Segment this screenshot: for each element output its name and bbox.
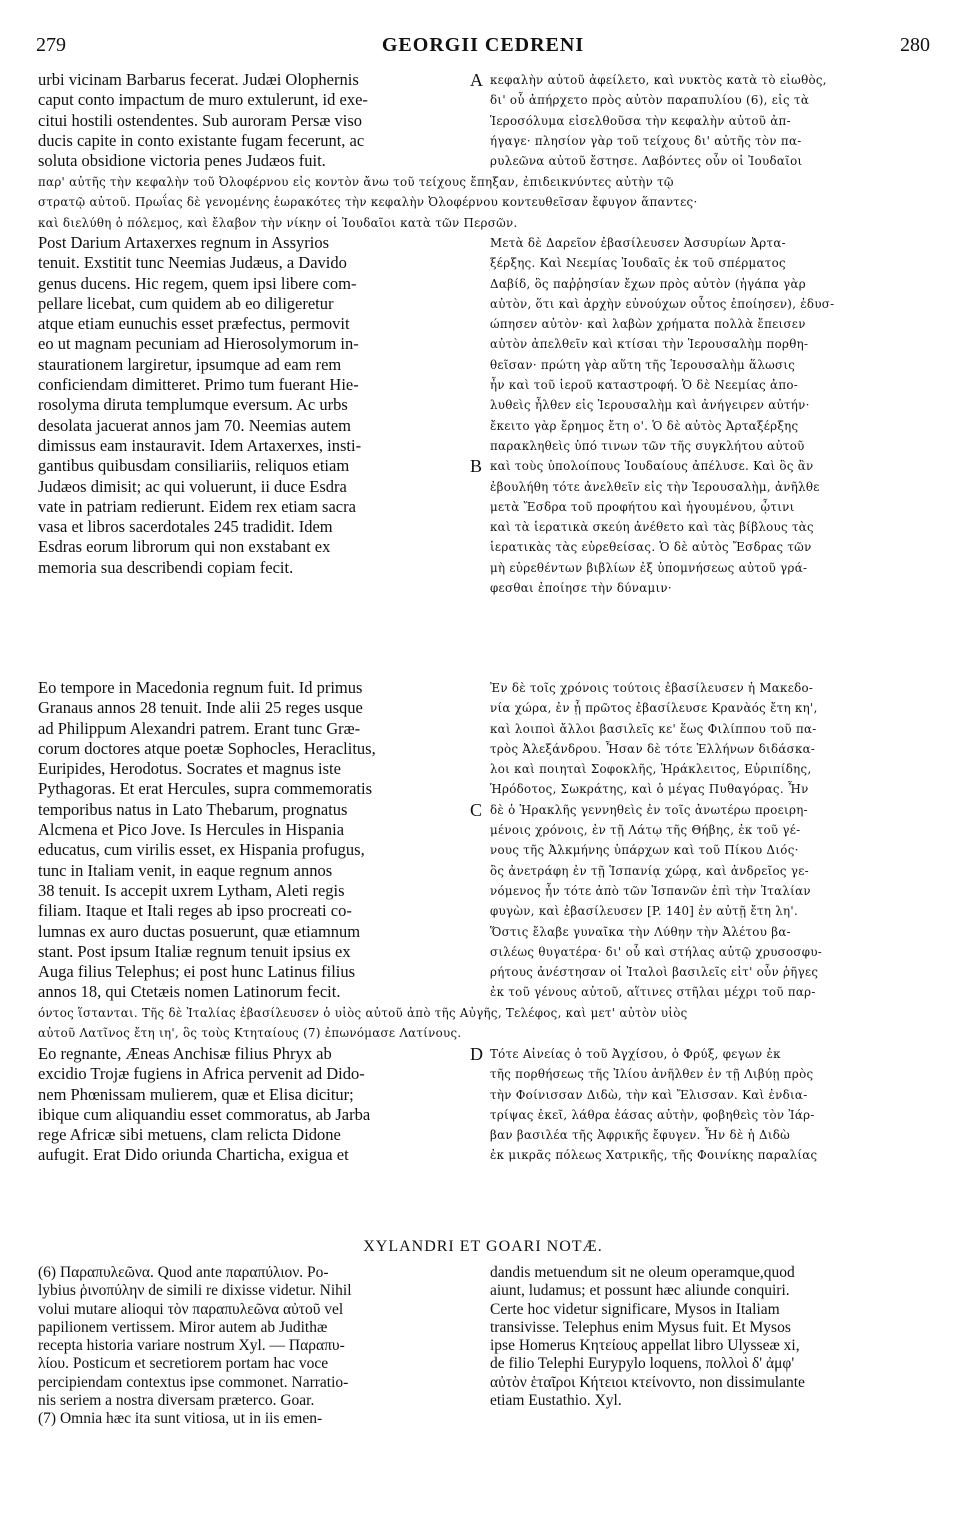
- greek-line: μετὰ Ἔσδρα τοῦ προφήτου καὶ ἡγουμένου, ᾧτινι: [490, 499, 795, 514]
- latin-line: rosolyma diruta templumque eversum. Ac urbs: [38, 395, 348, 415]
- latin-line: ducis capite in conto existante fugam fecerunt, ac: [38, 130, 365, 150]
- note-line: volui mutare alioqui τὸν παραπυλεῶνα αὐτοῦ vel: [38, 1300, 344, 1318]
- latin-line: educatus, cum virilis esset, ex Hispania profugus,: [38, 840, 365, 860]
- greek-line: τῆς πορθήσεως τῆς Ἰλίου ἀνῆλθεν ἐν τῇ Λιβύῃ πρὸς: [490, 1067, 814, 1082]
- note-line: percipiendam contextus ipse commonet. Narratio-: [38, 1373, 349, 1391]
- latin-line: pellare licebat, cum quidem ab eo diligeretur: [38, 293, 334, 313]
- latin-line: Alcmena et Pico Jove. Is Hercules in Hispania: [38, 820, 345, 840]
- latin-line: eo ut magnam pecuniam ad Hierosolymorum in-: [38, 334, 359, 354]
- greek-line: ἐκ μικρᾶς πόλεως Χατρικῆς, τῆς Φοινίκης παραλίας: [490, 1148, 818, 1163]
- greek-line: δι' οὗ ἀπήρχετο πρὸς αὐτὸν παραπυλίου (6), εἰς τὰ: [490, 93, 810, 108]
- block1-latin: [38, 70, 462, 171]
- latin-line: conficiendam dimitteret. Primo tum fuerant Hie-: [38, 375, 359, 395]
- latin-line: soluta obsidione victoria penes Judæos fuit.: [38, 151, 326, 171]
- latin-line: urbi vicinam Barbarus fecerat. Judæi Olophernis: [38, 70, 359, 89]
- latin-line: Granaus annos 28 tenuit. Inde alii 25 reges usque: [38, 698, 363, 718]
- greek-line: ώπησεν αὐτὸν· καὶ λαβὼν χρήματα πολλὰ ἔπεισεν: [490, 317, 806, 332]
- greek-line: ρήτους ἀνέστησαν οἱ Ἰταλοὶ βασιλεῖς εἰτ' οὖν ῥῆγες: [490, 965, 819, 980]
- block1-greek: [490, 70, 932, 171]
- greek-line: μένοις χρόνοις, ἐν τῇ Λάτῳ τῆς Θήβης, ἐκ τοῦ γέ-: [490, 823, 801, 838]
- greek-line: τρὸς Ἀλεξάνδρου. Ἦσαν δὲ τότε Ἑλλήνων διδάσκα-: [490, 741, 816, 756]
- note-line: αὐτὸν ἑταῖροι Κήτειοι κτείνοντο, non dissimulante: [490, 1373, 805, 1391]
- latin-line: memoria sua describendi copiam fecit.: [38, 557, 294, 577]
- note-line: lybius ῥινοπύλην de simili re dixisse videtur. Nihil: [38, 1282, 352, 1300]
- greek-line: ἱερατικὰς τὰς εὑρεθείσας. Ὁ δὲ αὐτὸς Ἔσδρας τῶν: [490, 540, 812, 555]
- note-line: nis seriem a nostra diversam præterco. Goar.: [38, 1392, 315, 1410]
- note-line: Certe hoc videtur significare, Mysos in Italiam: [490, 1300, 780, 1318]
- latin-line: aufugit. Erat Dido oriunda Charticha, exigua et: [38, 1145, 349, 1165]
- greek-line: θεῖσαν· πρώτη γὰρ αὕτη τῆς Ἱερουσαλὴμ ἅλωσις: [490, 357, 796, 372]
- greek-line: παρακληθεὶς ὑπό τινων τῶν τῆς συγκλήτου αὐτοῦ: [490, 438, 805, 453]
- block3-greek-full: [38, 1003, 932, 1044]
- greek-line: Μετὰ δὲ Δαρεῖον ἐβασίλευσεν Ἀσσυρίων Ἀρτα-: [490, 236, 786, 250]
- note-line: (7) Omnia hæc ita sunt vitiosa, ut in iis emen-: [38, 1410, 323, 1428]
- greek-line: Ὅστις ἔλαβε γυναῖκα τὴν Λύθην τὴν Ἀλέτου βα-: [490, 924, 791, 939]
- greek-line: αὐτὸν ἀπελθεῖν καὶ κτίσαι τὴν Ἱερουσαλὴμ πορθη-: [490, 337, 809, 352]
- note-line: λίου. Posticum et secretiorem portam hac voce: [38, 1355, 329, 1373]
- latin-line: caput conto impactum de muro extulerunt, id exe-: [38, 90, 368, 110]
- note-line: transivisse. Telephus enim Mysus fuit. Et Mysos: [490, 1318, 791, 1336]
- greek-line: λοι καὶ ποιηταὶ Σοφοκλῆς, Ἡράκλειτος, Εὐριπίδης,: [490, 762, 812, 777]
- block4-latin: [38, 1044, 462, 1166]
- note-line: dandis metuendum sit ne oleum operamque,quod: [490, 1264, 795, 1281]
- latin-line: Pythagoras. Et erat Hercules, supra commemoratis: [38, 779, 373, 799]
- greek-line: δὲ ὁ Ἡρακλῆς γεννηθεὶς ἐν τοῖς ἀνωτέρω προειρη-: [490, 802, 808, 817]
- latin-line: filiam. Itaque et Itali reges ab ipso procreati co-: [38, 901, 352, 921]
- block4-greek: [490, 1044, 932, 1166]
- latin-line: temporibus natus in Lato Thebarum, prognatus: [38, 799, 348, 819]
- latin-line: staurationem largiretur, ipsumque ad eam rem: [38, 354, 342, 374]
- latin-line: Auga filius Telephus; ei post hunc Latinus filius: [38, 962, 356, 982]
- latin-line: 38 tenuit. Is accepit uxrem Lytham, Aleti regis: [38, 880, 345, 900]
- latin-line: Eo regnante, Æneas Anchisæ filius Phryx ab: [38, 1044, 332, 1063]
- greek-line: καὶ τὰ ἱερατικὰ σκεύη ἀνέθετο καὶ τὰς βίβλους τὰς: [490, 520, 814, 535]
- latin-line: Esdras eorum librorum qui non exstabant ex: [38, 537, 331, 557]
- latin-line: vasa et libros sacerdotales 245 tradidit. Idem: [38, 517, 333, 537]
- left-page-number: 279: [36, 34, 66, 56]
- latin-line: ibique cum aliquandiu esset commoratus, ab Jarba: [38, 1104, 371, 1124]
- latin-line: citui hostili ostendentes. Sub auroram Persæ viso: [38, 110, 363, 130]
- latin-line: Post Darium Artaxerxes regnum in Assyrios: [38, 233, 330, 252]
- block2-latin: [38, 233, 462, 578]
- latin-line: vate in patriam redierunt. Eidem rex etiam sacra: [38, 496, 356, 516]
- latin-line: genus ducens. Hic regem, quem ipsi libere com-: [38, 273, 357, 293]
- block2-greek: [490, 233, 932, 598]
- latin-line: dimissus eam instauravit. Idem Artaxerxes, insti-: [38, 435, 362, 455]
- greek-line: όντος ἵστανται. Τῆς δὲ Ἰταλίας ἐβασίλευσεν ὁ υἱὸς αὐτοῦ ἀπὸ τῆς Αὐγῆς, Τελέφος, καὶ μετ' αὐτὸν υἱὸς: [38, 1006, 688, 1020]
- greek-line: αὐτὸν, ὅτι καὶ ἀρχὴν εὐνούχων οὗτος ἐποίησεν), ἐδυσ-: [490, 296, 835, 311]
- greek-line: κεφαλὴν αὐτοῦ ἀφείλετο, καὶ νυκτὸς κατὰ τὸ εἰωθὸς,: [490, 73, 827, 87]
- greek-line: αὐτοῦ Λατῖνος ἔτη ιη', ὃς τοὺς Κτηταίους (7) ἐπωνόμασε Λατίνους.: [38, 1026, 462, 1041]
- margin-letter-c: C: [470, 800, 483, 820]
- note-line: (6) Παραπυλεῶνα. Quod ante παραπύλιον. Po-: [38, 1264, 329, 1281]
- greek-line: ρυλεῶνα αὐτοῦ ἔστησε. Λαβόντες οὖν οἱ Ἰουδαῖοι: [490, 154, 803, 169]
- greek-line: νόμενος ἦν τότε ἀπὸ τῶν Ἱσπανῶν ἐπὶ τὴν Ἰταλίαν: [490, 883, 811, 898]
- greek-line: σιλέως θυγατέρα· δι' οὗ καὶ στήλας αὐτῷ χρυσοσφυ-: [490, 944, 823, 959]
- greek-line: φυγὼν, καὶ ἐβασίλευσεν [P. 140] ἐν αὐτῇ ἔτη λη'.: [490, 904, 798, 919]
- greek-line: παρ' αὐτῆς τὴν κεφαλὴν τοῦ Ὀλοφέρνου εἰς κοντὸν ἄνω τοῦ τείχους ἔπηξαν, ἐπιδεικνύντες αὐτὴν τῷ: [38, 175, 674, 189]
- greek-line: νία χώρα, ἐν ᾗ πρῶτος ἐβασίλευσε Κρανὰός ἔτη κη',: [490, 701, 818, 716]
- latin-line: desolata jacuerat annos jam 70. Neemias autem: [38, 415, 351, 435]
- latin-line: Euripides, Herodotus. Socrates et magnus iste: [38, 759, 341, 779]
- greek-line: νους τῆς Ἀλκμήνης ὑπάρχων καὶ τοῦ Πίκου Διός·: [490, 843, 799, 858]
- greek-line: τὴν Φοίνισσαν Διδὼ, τὴν καὶ Ἔλισσαν. Καὶ ἐνδια-: [490, 1087, 808, 1102]
- latin-line: rege Africæ sibi metuens, clam relicta Didone: [38, 1125, 341, 1145]
- greek-line: ξέρξης. Καὶ Νεεμίας Ἰουδαῖς ἐκ τοῦ σπέρματος: [490, 256, 786, 271]
- notes-left-column: [38, 1264, 460, 1429]
- margin-letter-b: B: [470, 456, 483, 476]
- latin-line: Judæos dimisit; ac qui voluerunt, ii duce Esdra: [38, 476, 347, 496]
- note-line: ipse Homerus Κητείους appellat libro Ulysseæ xi,: [490, 1337, 800, 1355]
- greek-line: καὶ λοιποὶ ἄλλοι βασιλεῖς κε' ἕως Φιλίππου τοῦ πα-: [490, 721, 817, 736]
- greek-line: Δαβίδ, ὃς παῤῥησίαν ἔχων πρὸς αὐτὸν (ἠγάπα γὰρ: [490, 276, 806, 291]
- latin-line: annos 18, qui Ctetæis nomen Latinorum fecit.: [38, 982, 341, 1002]
- greek-line: στρατῷ αὐτοῦ. Πρωΐας δὲ γενομένης ἑωρακότες τὴν κεφαλὴν Ὀλοφέρνου κοντευθεῖσαν ἔφυγον ἅπαντες·: [38, 195, 698, 210]
- greek-line: ἦν καὶ τοῦ ἱεροῦ καταστροφή. Ὁ δὲ Νεεμίας ἀπο-: [490, 378, 799, 393]
- greek-line: ἐβουλήθη τότε ἀνελθεῖν εἰς τὴν Ἱερουσαλὴμ, ἀνῆλθε: [490, 479, 820, 494]
- latin-line: nem Phœnissam mulierem, quæ et Elisa dicitur;: [38, 1084, 354, 1104]
- greek-line: λυθεὶς ἦλθεν εἰς Ἱερουσαλὴμ καὶ ἀνήγειρεν αὐτήν·: [490, 398, 810, 413]
- latin-line: tenuit. Exstitit tunc Neemias Judæus, a Davido: [38, 253, 347, 273]
- margin-letter-d: D: [470, 1044, 483, 1064]
- greek-line: ὃς ἀνετράφη ἐν τῇ Ἱσπανίᾳ χώρᾳ, καὶ ἀνδρεῖος γε-: [490, 863, 809, 878]
- block1-greek-full: [38, 172, 932, 233]
- greek-line: Ἡρόδοτος, Σωκράτης, καὶ ὁ μέγας Πυθαγόρας. Ἦν: [490, 782, 809, 797]
- latin-line: tunc in Italiam venit, in eaque regnum annos: [38, 860, 333, 880]
- greek-line: βαν βασιλέα τῆς Ἀφρικῆς ἔφυγεν. Ἦν δὲ ἡ Διδὼ: [490, 1128, 791, 1143]
- greek-line: μὴ εὑρεθέντων βιβλίων ἐξ ὑπομνήσεως αὐτοῦ γρά-: [490, 560, 808, 575]
- notes-heading: XYLANDRI ET GOARI NOTÆ.: [363, 1238, 603, 1255]
- latin-line: ad Philippum Alexandri patrem. Erant tunc Græ-: [38, 718, 361, 738]
- greek-line: ήγαγε· πλησίον γὰρ τοῦ τείχους δι' αὐτῆς τὸν πα-: [490, 133, 802, 148]
- right-page-number: 280: [900, 34, 930, 56]
- latin-line: stant. Post ipsum Italiæ regnum tenuit ipsius ex: [38, 941, 351, 961]
- note-line: papilionem vertissem. Miror autem ab Judithæ: [38, 1318, 328, 1336]
- block3-greek: [490, 678, 932, 1003]
- greek-line: Ἐν δὲ τοῖς χρόνοις τούτοις ἐβασίλευσεν ἡ Μακεδο-: [490, 681, 814, 695]
- note-line: de filio Telephi Eurypylo loquens, πολλοὶ δ' ἀμφ': [490, 1355, 795, 1373]
- latin-line: gantibus quibusdam consiliariis, reliquos etiam: [38, 456, 350, 476]
- greek-line: φεσθαι ἐποίησε τὴν δύναμιν·: [490, 581, 672, 596]
- running-title: GEORGII CEDRENI: [381, 34, 585, 56]
- greek-line: ἐκ τοῦ γένους αὐτοῦ, αἵτινες στῆλαι μέχρι τοῦ παρ-: [490, 985, 816, 1000]
- block3-latin: [38, 678, 462, 1003]
- greek-line: καὶ διελύθη ὁ πόλεμος, καὶ ἔλαβον τὴν νίκην οἱ Ἰουδαῖοι κατὰ τῶν Περσῶν.: [38, 215, 518, 230]
- latin-line: excidio Trojæ fugiens in Africa pervenit ad Dido-: [38, 1064, 365, 1084]
- note-line: recepta historia variare nostrum Xyl. — Παραπυ-: [38, 1337, 345, 1355]
- greek-line: ἔκειτο γὰρ ἔρημος ἔτη ο'. Ὁ δὲ αὐτὸς Ἀρταξέρξης: [490, 418, 799, 433]
- latin-line: lumnas ex auro ductas posuerunt, quæ etiamnum: [38, 921, 361, 941]
- running-header: [36, 34, 930, 60]
- greek-line: καὶ τοὺς ὑπολοίπους Ἰουδαίους ἀπέλυσε. Καὶ ὃς ἂν: [490, 459, 814, 474]
- margin-letter-a: A: [470, 70, 483, 90]
- latin-line: Eo tempore in Macedonia regnum fuit. Id primus: [38, 678, 363, 697]
- notes-right-column: [490, 1264, 930, 1410]
- note-line: aiunt, ludamus; et possunt hæc aliunde conquiri.: [490, 1282, 790, 1300]
- greek-line: Τότε Αἰνείας ὁ τοῦ Ἀγχίσου, ὁ Φρύξ, φεγων ἐκ: [490, 1047, 781, 1061]
- note-line: etiam Eustathio. Xyl.: [490, 1392, 622, 1410]
- greek-line: τρίψας ἐκεῖ, λάθρα ἐάσας αὐτὴν, φοβηθεὶς τὸν Ἰάρ-: [490, 1107, 815, 1122]
- latin-line: corum doctores atque poetæ Sophocles, Heraclitus,: [38, 738, 376, 758]
- latin-line: atque etiam eunuchis esset præfectus, permovit: [38, 314, 350, 334]
- greek-line: Ἱεροσόλυμα εἰσελθοῦσα τὴν κεφαλὴν αὐτοῦ ἀπ-: [490, 113, 791, 128]
